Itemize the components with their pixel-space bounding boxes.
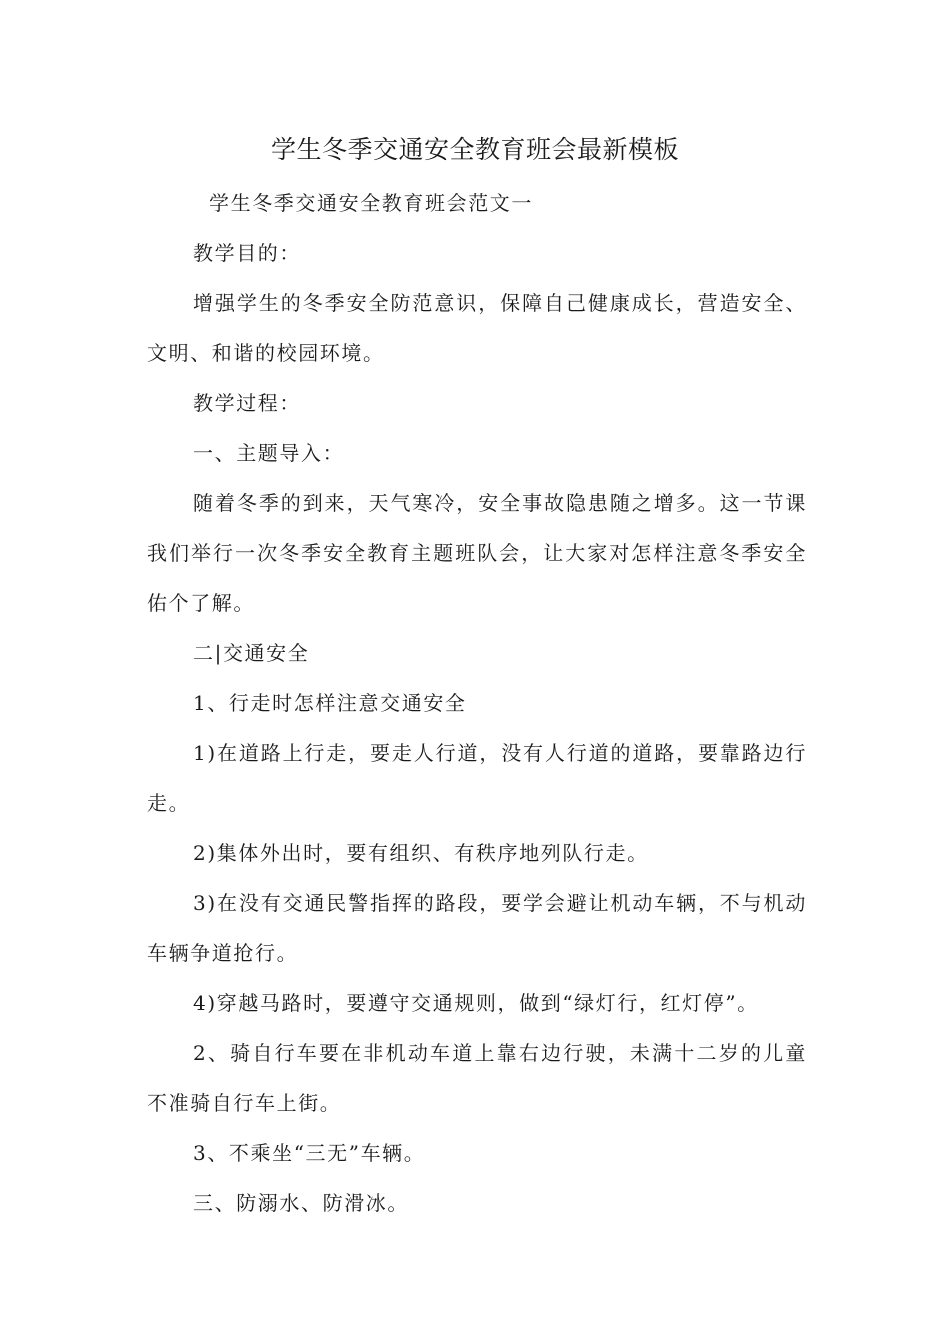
paragraph-drowning-heading: 三、防溺水、防滑冰。 xyxy=(193,1191,409,1215)
section-subtitle: 学生冬季交通安全教育班会范文一 xyxy=(209,191,533,215)
paragraph-teaching-goal: 增强学生的冬季安全防范意识，保障自己健康成长，营造安全、文明、和谐的校园环境。 xyxy=(147,291,807,365)
document-title: 学生冬季交通安全教育班会最新模板 xyxy=(270,135,679,164)
paragraph-topic-intro-heading: 一、主题导入： xyxy=(193,441,345,465)
paragraph-teaching-process-heading: 教学过程： xyxy=(193,391,301,415)
paragraph-traffic-safety-heading: 二|交通安全 xyxy=(193,641,310,665)
paragraph-bicycle: 2、骑自行车要在非机动车道上靠右边行驶，未满十二岁的儿童不准骑自行车上街。 xyxy=(147,1041,807,1115)
paragraph-walking-4: 4)穿越马路时，要遵守交通规则，做到“绿灯行，红灯停”。 xyxy=(193,991,759,1015)
paragraph-walking-1: 1)在道路上行走，要走人行道，没有人行道的道路，要靠路边行走。 xyxy=(147,741,807,815)
paragraph-walking-3: 3)在没有交通民警指挥的路段，要学会避让机动车辆，不与机动车辆争道抢行。 xyxy=(147,891,807,965)
paragraph-walking-2: 2)集体外出时，要有组织、有秩序地列队行走。 xyxy=(193,841,649,865)
paragraph-topic-intro: 随着冬季的到来，天气寒冷，安全事故隐患随之增多。这一节课我们举行一次冬季安全教育主题班队会，让大家对怎样注意冬季安全佑个了解。 xyxy=(147,491,807,615)
paragraph-vehicles: 3、不乘坐“三无”车辆。 xyxy=(193,1141,426,1165)
paragraph-teaching-goal-heading: 教学目的： xyxy=(193,241,301,265)
document-body xyxy=(147,178,807,1228)
paragraph-walking-heading: 1、行走时怎样注意交通安全 xyxy=(193,691,467,715)
